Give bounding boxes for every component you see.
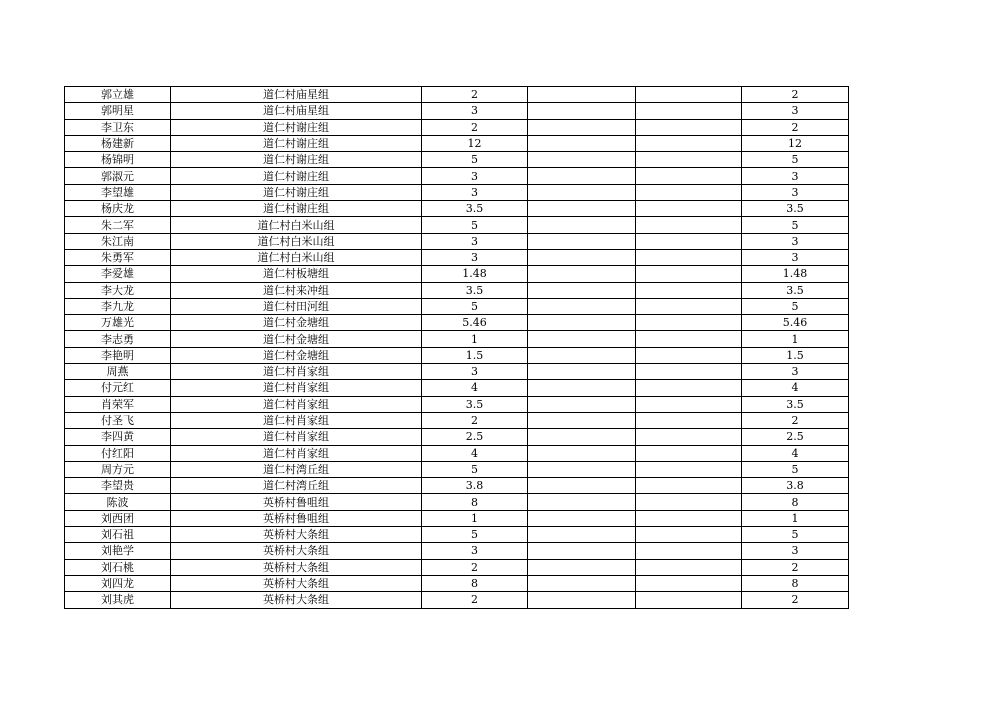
- name-cell: 刘西团: [65, 510, 171, 526]
- total-cell: 2: [742, 559, 849, 575]
- location-cell: 英桥村大条组: [171, 543, 422, 559]
- table-row: [65, 331, 849, 347]
- value-cell: 5: [422, 527, 528, 543]
- value-cell: 2: [422, 87, 528, 103]
- value-cell: [528, 152, 636, 168]
- name-cell: 付圣飞: [65, 412, 171, 428]
- value-cell: [528, 445, 636, 461]
- name-cell: 朱勇军: [65, 249, 171, 265]
- value-cell: [528, 119, 636, 135]
- name-cell: 刘石桃: [65, 559, 171, 575]
- value-cell: 1.48: [422, 266, 528, 282]
- total-cell: 8: [742, 575, 849, 591]
- total-cell: 5: [742, 461, 849, 477]
- value-cell: 5: [422, 461, 528, 477]
- location-cell: 英桥村鲁咀组: [171, 510, 422, 526]
- value-cell: [528, 510, 636, 526]
- value-cell: [528, 168, 636, 184]
- value-cell: [528, 298, 636, 314]
- value-cell: [528, 478, 636, 494]
- value-cell: [636, 527, 742, 543]
- location-cell: 道仁村谢庄组: [171, 201, 422, 217]
- location-cell: 道仁村庙星组: [171, 87, 422, 103]
- location-cell: 道仁村田河组: [171, 298, 422, 314]
- value-cell: [528, 201, 636, 217]
- name-cell: 李卫东: [65, 119, 171, 135]
- value-cell: [636, 575, 742, 591]
- table-row: [65, 559, 849, 575]
- table-row: [65, 298, 849, 314]
- value-cell: [636, 396, 742, 412]
- name-cell: 李望雄: [65, 184, 171, 200]
- name-cell: 杨建新: [65, 135, 171, 151]
- total-cell: 2: [742, 412, 849, 428]
- name-cell: 刘艳学: [65, 543, 171, 559]
- value-cell: 3.8: [422, 478, 528, 494]
- value-cell: 3: [422, 364, 528, 380]
- value-cell: [636, 559, 742, 575]
- value-cell: 1.5: [422, 347, 528, 363]
- value-cell: [528, 249, 636, 265]
- total-cell: 3.5: [742, 396, 849, 412]
- name-cell: 杨庆龙: [65, 201, 171, 217]
- name-cell: 陈波: [65, 494, 171, 510]
- location-cell: 道仁村板塘组: [171, 266, 422, 282]
- location-cell: 道仁村白米山组: [171, 249, 422, 265]
- table-row: [65, 152, 849, 168]
- name-cell: 李大龙: [65, 282, 171, 298]
- table-row: [65, 461, 849, 477]
- value-cell: [528, 559, 636, 575]
- value-cell: 5: [422, 298, 528, 314]
- name-cell: 李爱雄: [65, 266, 171, 282]
- name-cell: 郭明星: [65, 103, 171, 119]
- value-cell: [636, 217, 742, 233]
- table-row: [65, 87, 849, 103]
- value-cell: [636, 168, 742, 184]
- value-cell: [528, 527, 636, 543]
- location-cell: 道仁村肖家组: [171, 396, 422, 412]
- value-cell: [636, 331, 742, 347]
- table-row: [65, 135, 849, 151]
- total-cell: 2: [742, 119, 849, 135]
- total-cell: 2: [742, 592, 849, 608]
- value-cell: 12: [422, 135, 528, 151]
- total-cell: 1.48: [742, 266, 849, 282]
- value-cell: [528, 103, 636, 119]
- table-row: [65, 412, 849, 428]
- value-cell: 8: [422, 575, 528, 591]
- table-row: [65, 592, 849, 608]
- name-cell: 李四黄: [65, 429, 171, 445]
- table-row: [65, 494, 849, 510]
- table-row: [65, 380, 849, 396]
- value-cell: [636, 429, 742, 445]
- value-cell: [636, 266, 742, 282]
- value-cell: [636, 152, 742, 168]
- value-cell: [636, 412, 742, 428]
- value-cell: [528, 233, 636, 249]
- value-cell: 2: [422, 592, 528, 608]
- value-cell: [636, 119, 742, 135]
- table-row: [65, 364, 849, 380]
- location-cell: 道仁村庙星组: [171, 103, 422, 119]
- value-cell: [528, 412, 636, 428]
- value-cell: 3: [422, 543, 528, 559]
- value-cell: [636, 103, 742, 119]
- table-row: [65, 266, 849, 282]
- table-row: [65, 217, 849, 233]
- location-cell: 道仁村金塘组: [171, 315, 422, 331]
- total-cell: 3.8: [742, 478, 849, 494]
- value-cell: 1: [422, 510, 528, 526]
- value-cell: [636, 380, 742, 396]
- value-cell: [528, 282, 636, 298]
- value-cell: [636, 592, 742, 608]
- total-cell: 3: [742, 364, 849, 380]
- total-cell: 12: [742, 135, 849, 151]
- value-cell: 2: [422, 412, 528, 428]
- value-cell: 3: [422, 184, 528, 200]
- location-cell: 道仁村谢庄组: [171, 152, 422, 168]
- total-cell: 3: [742, 543, 849, 559]
- location-cell: 道仁村白米山组: [171, 217, 422, 233]
- location-cell: 道仁村湾丘组: [171, 478, 422, 494]
- value-cell: [528, 364, 636, 380]
- total-cell: 4: [742, 380, 849, 396]
- value-cell: [528, 461, 636, 477]
- value-cell: [528, 380, 636, 396]
- name-cell: 周燕: [65, 364, 171, 380]
- location-cell: 道仁村肖家组: [171, 364, 422, 380]
- table-body: [65, 87, 849, 609]
- value-cell: 3.5: [422, 396, 528, 412]
- location-cell: 道仁村来冲组: [171, 282, 422, 298]
- value-cell: [528, 575, 636, 591]
- location-cell: 道仁村谢庄组: [171, 119, 422, 135]
- value-cell: 3.5: [422, 282, 528, 298]
- value-cell: [528, 135, 636, 151]
- total-cell: 4: [742, 445, 849, 461]
- location-cell: 英桥村大条组: [171, 559, 422, 575]
- value-cell: [528, 315, 636, 331]
- table-row: [65, 168, 849, 184]
- value-cell: [636, 347, 742, 363]
- name-cell: 付红阳: [65, 445, 171, 461]
- location-cell: 道仁村金塘组: [171, 347, 422, 363]
- value-cell: 5.46: [422, 315, 528, 331]
- location-cell: 道仁村肖家组: [171, 429, 422, 445]
- value-cell: [528, 543, 636, 559]
- name-cell: 朱二军: [65, 217, 171, 233]
- total-cell: 3: [742, 249, 849, 265]
- value-cell: [528, 266, 636, 282]
- value-cell: 3: [422, 233, 528, 249]
- value-cell: [528, 396, 636, 412]
- value-cell: 3: [422, 103, 528, 119]
- value-cell: [636, 233, 742, 249]
- value-cell: 8: [422, 494, 528, 510]
- value-cell: [636, 461, 742, 477]
- value-cell: [636, 87, 742, 103]
- name-cell: 万雄光: [65, 315, 171, 331]
- value-cell: [636, 184, 742, 200]
- total-cell: 1: [742, 510, 849, 526]
- location-cell: 道仁村金塘组: [171, 331, 422, 347]
- table-row: [65, 445, 849, 461]
- value-cell: [636, 510, 742, 526]
- total-cell: 3: [742, 168, 849, 184]
- value-cell: [528, 494, 636, 510]
- total-cell: 1: [742, 331, 849, 347]
- total-cell: 1.5: [742, 347, 849, 363]
- location-cell: 道仁村谢庄组: [171, 184, 422, 200]
- total-cell: 3: [742, 233, 849, 249]
- table-row: [65, 315, 849, 331]
- data-table: [64, 86, 849, 609]
- value-cell: [636, 201, 742, 217]
- total-cell: 3.5: [742, 282, 849, 298]
- value-cell: 5: [422, 152, 528, 168]
- total-cell: 5: [742, 217, 849, 233]
- value-cell: [528, 331, 636, 347]
- table-row: [65, 233, 849, 249]
- location-cell: 英桥村大条组: [171, 575, 422, 591]
- name-cell: 李艳明: [65, 347, 171, 363]
- table-row: [65, 575, 849, 591]
- name-cell: 付元红: [65, 380, 171, 396]
- total-cell: 5: [742, 298, 849, 314]
- value-cell: [636, 298, 742, 314]
- total-cell: 2.5: [742, 429, 849, 445]
- total-cell: 5: [742, 152, 849, 168]
- name-cell: 刘四龙: [65, 575, 171, 591]
- value-cell: [636, 543, 742, 559]
- name-cell: 朱江南: [65, 233, 171, 249]
- table-row: [65, 347, 849, 363]
- value-cell: 4: [422, 445, 528, 461]
- name-cell: 李望贵: [65, 478, 171, 494]
- table-row: [65, 396, 849, 412]
- table-row: [65, 429, 849, 445]
- value-cell: 4: [422, 380, 528, 396]
- table-row: [65, 543, 849, 559]
- location-cell: 道仁村肖家组: [171, 412, 422, 428]
- name-cell: 李志勇: [65, 331, 171, 347]
- total-cell: 3: [742, 103, 849, 119]
- value-cell: [636, 445, 742, 461]
- value-cell: [528, 217, 636, 233]
- value-cell: [528, 429, 636, 445]
- table-row: [65, 184, 849, 200]
- location-cell: 道仁村肖家组: [171, 445, 422, 461]
- table-row: [65, 103, 849, 119]
- value-cell: 5: [422, 217, 528, 233]
- name-cell: 李九龙: [65, 298, 171, 314]
- value-cell: [636, 315, 742, 331]
- table-row: [65, 478, 849, 494]
- value-cell: 1: [422, 331, 528, 347]
- table-row: [65, 119, 849, 135]
- name-cell: 周方元: [65, 461, 171, 477]
- table-row: [65, 527, 849, 543]
- value-cell: 3: [422, 168, 528, 184]
- location-cell: 道仁村谢庄组: [171, 168, 422, 184]
- total-cell: 8: [742, 494, 849, 510]
- value-cell: [636, 282, 742, 298]
- location-cell: 道仁村白米山组: [171, 233, 422, 249]
- name-cell: 肖荣军: [65, 396, 171, 412]
- location-cell: 道仁村肖家组: [171, 380, 422, 396]
- value-cell: [528, 87, 636, 103]
- name-cell: 刘石祖: [65, 527, 171, 543]
- total-cell: 3: [742, 184, 849, 200]
- value-cell: [636, 249, 742, 265]
- value-cell: [636, 364, 742, 380]
- table-row: [65, 282, 849, 298]
- total-cell: 5.46: [742, 315, 849, 331]
- total-cell: 2: [742, 87, 849, 103]
- name-cell: 杨锦明: [65, 152, 171, 168]
- location-cell: 英桥村大条组: [171, 527, 422, 543]
- table-row: [65, 510, 849, 526]
- location-cell: 英桥村大条组: [171, 592, 422, 608]
- total-cell: 5: [742, 527, 849, 543]
- value-cell: [636, 135, 742, 151]
- value-cell: [528, 184, 636, 200]
- total-cell: 3.5: [742, 201, 849, 217]
- value-cell: 2.5: [422, 429, 528, 445]
- value-cell: [636, 478, 742, 494]
- table-row: [65, 201, 849, 217]
- location-cell: 英桥村鲁咀组: [171, 494, 422, 510]
- name-cell: 郭淑元: [65, 168, 171, 184]
- value-cell: [636, 494, 742, 510]
- table-row: [65, 249, 849, 265]
- location-cell: 道仁村湾丘组: [171, 461, 422, 477]
- value-cell: 3.5: [422, 201, 528, 217]
- value-cell: [528, 347, 636, 363]
- value-cell: [528, 592, 636, 608]
- name-cell: 郭立雄: [65, 87, 171, 103]
- name-cell: 刘其虎: [65, 592, 171, 608]
- location-cell: 道仁村谢庄组: [171, 135, 422, 151]
- value-cell: 2: [422, 559, 528, 575]
- value-cell: 3: [422, 249, 528, 265]
- value-cell: 2: [422, 119, 528, 135]
